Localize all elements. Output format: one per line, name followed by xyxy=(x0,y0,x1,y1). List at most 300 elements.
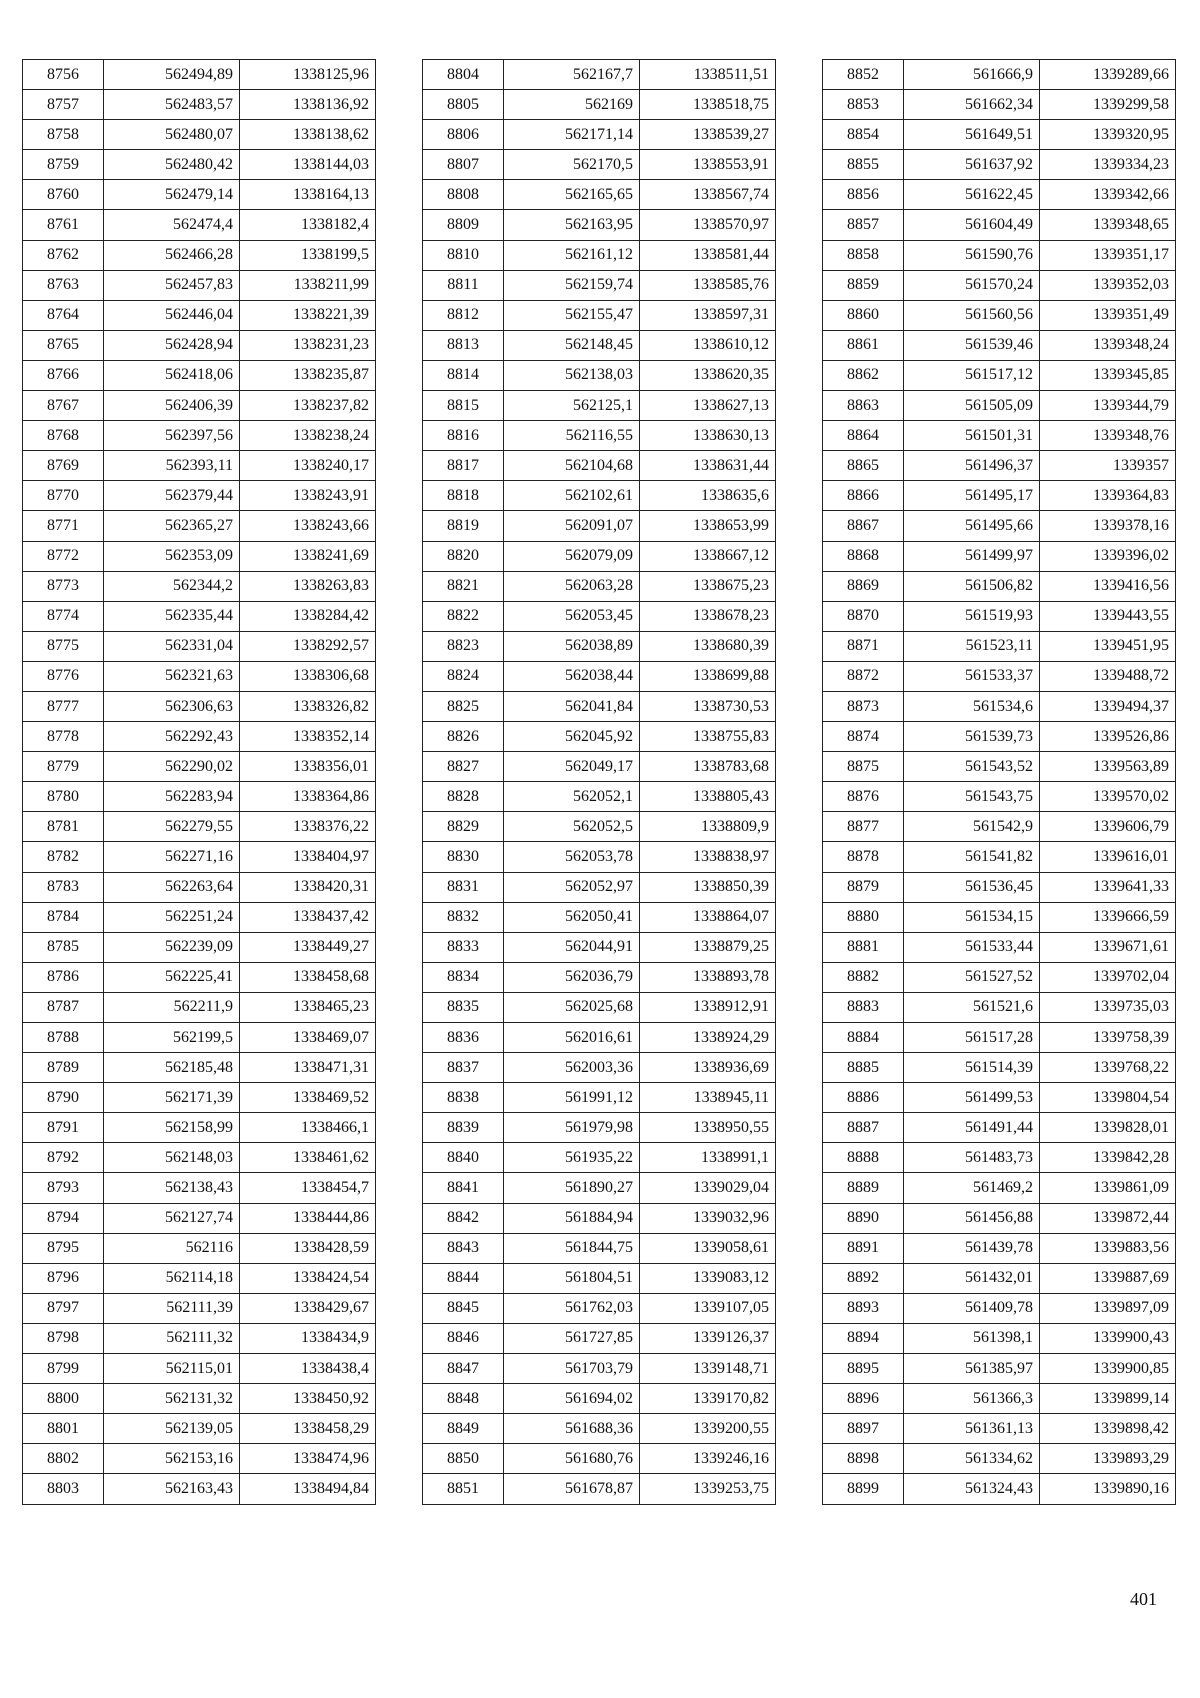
y-coordinate-cell: 1339606,79 xyxy=(1040,812,1176,842)
point-number-cell: 8871 xyxy=(823,631,904,661)
x-coordinate-cell: 562406,39 xyxy=(104,391,240,421)
point-number-cell: 8869 xyxy=(823,571,904,601)
x-coordinate-cell: 562063,28 xyxy=(504,571,640,601)
y-coordinate-cell: 1339702,04 xyxy=(1040,962,1176,992)
table-row xyxy=(423,210,776,240)
point-number-cell: 8881 xyxy=(823,932,904,962)
x-coordinate-cell: 562148,45 xyxy=(504,330,640,360)
point-number-cell: 8899 xyxy=(823,1474,904,1504)
table-row xyxy=(23,601,376,631)
x-coordinate-cell: 562125,1 xyxy=(504,391,640,421)
table-row xyxy=(423,1023,776,1053)
point-number-cell: 8827 xyxy=(423,752,504,782)
y-coordinate-cell: 1339900,43 xyxy=(1040,1323,1176,1353)
point-number-cell: 8762 xyxy=(23,240,104,270)
x-coordinate-cell: 561890,27 xyxy=(504,1173,640,1203)
table-row xyxy=(423,90,776,120)
table-row xyxy=(823,812,1176,842)
x-coordinate-cell: 562335,44 xyxy=(104,601,240,631)
y-coordinate-cell: 1339897,09 xyxy=(1040,1293,1176,1323)
y-coordinate-cell: 1338428,59 xyxy=(240,1233,376,1263)
x-coordinate-cell: 561688,36 xyxy=(504,1414,640,1444)
x-coordinate-cell: 562091,07 xyxy=(504,511,640,541)
x-coordinate-cell: 562271,16 xyxy=(104,842,240,872)
table-row xyxy=(423,240,776,270)
x-coordinate-cell: 561519,93 xyxy=(904,601,1040,631)
point-number-cell: 8785 xyxy=(23,932,104,962)
y-coordinate-cell: 1339029,04 xyxy=(640,1173,776,1203)
x-coordinate-cell: 561385,97 xyxy=(904,1354,1040,1384)
point-number-cell: 8830 xyxy=(423,842,504,872)
table-row xyxy=(823,210,1176,240)
table-row xyxy=(23,1053,376,1083)
point-number-cell: 8828 xyxy=(423,782,504,812)
table-row xyxy=(823,391,1176,421)
table-row xyxy=(423,511,776,541)
table-row xyxy=(23,90,376,120)
coordinates-table-1 xyxy=(22,59,376,1505)
y-coordinate-cell: 1338850,39 xyxy=(640,872,776,902)
point-number-cell: 8885 xyxy=(823,1053,904,1083)
table-row xyxy=(23,1203,376,1233)
y-coordinate-cell: 1338420,31 xyxy=(240,872,376,902)
table-row xyxy=(823,511,1176,541)
x-coordinate-cell: 562131,32 xyxy=(104,1384,240,1414)
y-coordinate-cell: 1338221,39 xyxy=(240,300,376,330)
table-row xyxy=(423,1354,776,1384)
x-coordinate-cell: 561727,85 xyxy=(504,1323,640,1353)
point-number-cell: 8866 xyxy=(823,481,904,511)
table-row xyxy=(23,691,376,721)
table-row xyxy=(23,902,376,932)
point-number-cell: 8854 xyxy=(823,120,904,150)
table-row xyxy=(23,210,376,240)
y-coordinate-cell: 1338474,96 xyxy=(240,1444,376,1474)
table-row xyxy=(823,932,1176,962)
table-row xyxy=(423,1323,776,1353)
y-coordinate-cell: 1338458,29 xyxy=(240,1414,376,1444)
table-row xyxy=(823,722,1176,752)
table-row xyxy=(823,1113,1176,1143)
table-row xyxy=(23,1113,376,1143)
table-row xyxy=(423,120,776,150)
x-coordinate-cell: 562036,79 xyxy=(504,962,640,992)
table-row xyxy=(423,1173,776,1203)
x-coordinate-cell: 562457,83 xyxy=(104,270,240,300)
y-coordinate-cell: 1338243,91 xyxy=(240,481,376,511)
point-number-cell: 8840 xyxy=(423,1143,504,1173)
y-coordinate-cell: 1339671,61 xyxy=(1040,932,1176,962)
x-coordinate-cell: 562116,55 xyxy=(504,421,640,451)
table-row xyxy=(423,1293,776,1323)
table-row xyxy=(823,1384,1176,1414)
table-row xyxy=(423,1474,776,1504)
point-number-cell: 8811 xyxy=(423,270,504,300)
table-row xyxy=(423,451,776,481)
x-coordinate-cell: 561496,37 xyxy=(904,451,1040,481)
table-row xyxy=(823,872,1176,902)
y-coordinate-cell: 1339148,71 xyxy=(640,1354,776,1384)
point-number-cell: 8792 xyxy=(23,1143,104,1173)
table-row xyxy=(23,722,376,752)
table-row xyxy=(23,992,376,1022)
y-coordinate-cell: 1338326,82 xyxy=(240,691,376,721)
table-row xyxy=(823,240,1176,270)
y-coordinate-cell: 1338237,82 xyxy=(240,391,376,421)
point-number-cell: 8892 xyxy=(823,1263,904,1293)
point-number-cell: 8849 xyxy=(423,1414,504,1444)
y-coordinate-cell: 1338653,99 xyxy=(640,511,776,541)
point-number-cell: 8877 xyxy=(823,812,904,842)
point-number-cell: 8851 xyxy=(423,1474,504,1504)
x-coordinate-cell: 561543,75 xyxy=(904,782,1040,812)
x-coordinate-cell: 562053,45 xyxy=(504,601,640,631)
y-coordinate-cell: 1339641,33 xyxy=(1040,872,1176,902)
table-row xyxy=(423,752,776,782)
y-coordinate-cell: 1338429,67 xyxy=(240,1293,376,1323)
x-coordinate-cell: 562025,68 xyxy=(504,992,640,1022)
table-row xyxy=(423,60,776,90)
x-coordinate-cell: 562052,5 xyxy=(504,812,640,842)
point-number-cell: 8859 xyxy=(823,270,904,300)
y-coordinate-cell: 1338627,13 xyxy=(640,391,776,421)
x-coordinate-cell: 562167,7 xyxy=(504,60,640,90)
y-coordinate-cell: 1339872,44 xyxy=(1040,1203,1176,1233)
point-number-cell: 8774 xyxy=(23,601,104,631)
y-coordinate-cell: 1339246,16 xyxy=(640,1444,776,1474)
table-row xyxy=(823,962,1176,992)
table-row xyxy=(823,1414,1176,1444)
y-coordinate-cell: 1339200,55 xyxy=(640,1414,776,1444)
y-coordinate-cell: 1339526,86 xyxy=(1040,722,1176,752)
x-coordinate-cell: 561533,37 xyxy=(904,661,1040,691)
y-coordinate-cell: 1338465,23 xyxy=(240,992,376,1022)
x-coordinate-cell: 562158,99 xyxy=(104,1113,240,1143)
table-row xyxy=(423,300,776,330)
y-coordinate-cell: 1338805,43 xyxy=(640,782,776,812)
point-number-cell: 8895 xyxy=(823,1354,904,1384)
point-number-cell: 8837 xyxy=(423,1053,504,1083)
point-number-cell: 8884 xyxy=(823,1023,904,1053)
point-number-cell: 8765 xyxy=(23,330,104,360)
point-number-cell: 8888 xyxy=(823,1143,904,1173)
point-number-cell: 8778 xyxy=(23,722,104,752)
y-coordinate-cell: 1338730,53 xyxy=(640,691,776,721)
point-number-cell: 8836 xyxy=(423,1023,504,1053)
y-coordinate-cell: 1338164,13 xyxy=(240,180,376,210)
y-coordinate-cell: 1338292,57 xyxy=(240,631,376,661)
table-row xyxy=(23,1143,376,1173)
x-coordinate-cell: 562161,12 xyxy=(504,240,640,270)
table-row xyxy=(23,180,376,210)
x-coordinate-cell: 562111,32 xyxy=(104,1323,240,1353)
table-row xyxy=(823,631,1176,661)
table-row xyxy=(423,631,776,661)
point-number-cell: 8775 xyxy=(23,631,104,661)
table-row xyxy=(423,1414,776,1444)
table-row xyxy=(23,1293,376,1323)
table-row xyxy=(823,691,1176,721)
point-number-cell: 8816 xyxy=(423,421,504,451)
point-number-cell: 8864 xyxy=(823,421,904,451)
y-coordinate-cell: 1338783,68 xyxy=(640,752,776,782)
y-coordinate-cell: 1338471,31 xyxy=(240,1053,376,1083)
x-coordinate-cell: 561521,6 xyxy=(904,992,1040,1022)
x-coordinate-cell: 562053,78 xyxy=(504,842,640,872)
point-number-cell: 8764 xyxy=(23,300,104,330)
point-number-cell: 8809 xyxy=(423,210,504,240)
table-row xyxy=(23,481,376,511)
y-coordinate-cell: 1338438,4 xyxy=(240,1354,376,1384)
table-row xyxy=(423,421,776,451)
y-coordinate-cell: 1339289,66 xyxy=(1040,60,1176,90)
table-row xyxy=(23,1414,376,1444)
point-number-cell: 8773 xyxy=(23,571,104,601)
table-row xyxy=(423,391,776,421)
y-coordinate-cell: 1339451,95 xyxy=(1040,631,1176,661)
y-coordinate-cell: 1338238,24 xyxy=(240,421,376,451)
y-coordinate-cell: 1339899,14 xyxy=(1040,1384,1176,1414)
x-coordinate-cell: 561541,82 xyxy=(904,842,1040,872)
y-coordinate-cell: 1338494,84 xyxy=(240,1474,376,1504)
point-number-cell: 8823 xyxy=(423,631,504,661)
table-row xyxy=(823,330,1176,360)
y-coordinate-cell: 1339083,12 xyxy=(640,1263,776,1293)
table-row xyxy=(823,120,1176,150)
x-coordinate-cell: 561534,15 xyxy=(904,902,1040,932)
y-coordinate-cell: 1339768,22 xyxy=(1040,1053,1176,1083)
table-row xyxy=(23,752,376,782)
point-number-cell: 8800 xyxy=(23,1384,104,1414)
y-coordinate-cell: 1338610,12 xyxy=(640,330,776,360)
table-row xyxy=(23,240,376,270)
y-coordinate-cell: 1339893,29 xyxy=(1040,1444,1176,1474)
point-number-cell: 8868 xyxy=(823,541,904,571)
point-number-cell: 8806 xyxy=(423,120,504,150)
point-number-cell: 8893 xyxy=(823,1293,904,1323)
x-coordinate-cell: 562138,43 xyxy=(104,1173,240,1203)
point-number-cell: 8757 xyxy=(23,90,104,120)
y-coordinate-cell: 1338454,7 xyxy=(240,1173,376,1203)
x-coordinate-cell: 562263,64 xyxy=(104,872,240,902)
x-coordinate-cell: 562139,05 xyxy=(104,1414,240,1444)
y-coordinate-cell: 1339107,05 xyxy=(640,1293,776,1323)
x-coordinate-cell: 561935,22 xyxy=(504,1143,640,1173)
y-coordinate-cell: 1338466,1 xyxy=(240,1113,376,1143)
point-number-cell: 8845 xyxy=(423,1293,504,1323)
point-number-cell: 8808 xyxy=(423,180,504,210)
x-coordinate-cell: 562480,07 xyxy=(104,120,240,150)
y-coordinate-cell: 1339758,39 xyxy=(1040,1023,1176,1053)
y-coordinate-cell: 1339299,58 xyxy=(1040,90,1176,120)
point-number-cell: 8889 xyxy=(823,1173,904,1203)
point-number-cell: 8812 xyxy=(423,300,504,330)
y-coordinate-cell: 1338879,25 xyxy=(640,932,776,962)
point-number-cell: 8783 xyxy=(23,872,104,902)
y-coordinate-cell: 1338144,03 xyxy=(240,150,376,180)
y-coordinate-cell: 1339253,75 xyxy=(640,1474,776,1504)
table-row xyxy=(23,842,376,872)
y-coordinate-cell: 1338539,27 xyxy=(640,120,776,150)
y-coordinate-cell: 1339861,09 xyxy=(1040,1173,1176,1203)
y-coordinate-cell: 1339170,82 xyxy=(640,1384,776,1414)
y-coordinate-cell: 1338450,92 xyxy=(240,1384,376,1414)
x-coordinate-cell: 561499,97 xyxy=(904,541,1040,571)
table-row xyxy=(823,1444,1176,1474)
x-coordinate-cell: 561884,94 xyxy=(504,1203,640,1233)
point-number-cell: 8878 xyxy=(823,842,904,872)
table-row xyxy=(23,391,376,421)
x-coordinate-cell: 561324,43 xyxy=(904,1474,1040,1504)
y-coordinate-cell: 1339320,95 xyxy=(1040,120,1176,150)
y-coordinate-cell: 1339357 xyxy=(1040,451,1176,481)
y-coordinate-cell: 1339058,61 xyxy=(640,1233,776,1263)
x-coordinate-cell: 562292,43 xyxy=(104,722,240,752)
coordinates-table-3 xyxy=(822,59,1176,1505)
point-number-cell: 8781 xyxy=(23,812,104,842)
y-coordinate-cell: 1339494,37 xyxy=(1040,691,1176,721)
x-coordinate-cell: 561491,44 xyxy=(904,1113,1040,1143)
point-number-cell: 8795 xyxy=(23,1233,104,1263)
y-coordinate-cell: 1339351,49 xyxy=(1040,300,1176,330)
x-coordinate-cell: 562127,74 xyxy=(104,1203,240,1233)
y-coordinate-cell: 1339364,83 xyxy=(1040,481,1176,511)
table-row xyxy=(823,1263,1176,1293)
point-number-cell: 8772 xyxy=(23,541,104,571)
table-row xyxy=(823,571,1176,601)
point-number-cell: 8766 xyxy=(23,360,104,390)
point-number-cell: 8798 xyxy=(23,1323,104,1353)
point-number-cell: 8810 xyxy=(423,240,504,270)
table-row xyxy=(23,360,376,390)
y-coordinate-cell: 1338838,97 xyxy=(640,842,776,872)
y-coordinate-cell: 1338352,14 xyxy=(240,722,376,752)
table-row xyxy=(823,842,1176,872)
y-coordinate-cell: 1338667,12 xyxy=(640,541,776,571)
point-number-cell: 8821 xyxy=(423,571,504,601)
y-coordinate-cell: 1338567,74 xyxy=(640,180,776,210)
table-row xyxy=(23,1384,376,1414)
y-coordinate-cell: 1338570,97 xyxy=(640,210,776,240)
point-number-cell: 8852 xyxy=(823,60,904,90)
x-coordinate-cell: 562283,94 xyxy=(104,782,240,812)
table-row xyxy=(423,932,776,962)
table-row xyxy=(823,1474,1176,1504)
point-number-cell: 8875 xyxy=(823,752,904,782)
y-coordinate-cell: 1338675,23 xyxy=(640,571,776,601)
x-coordinate-cell: 562050,41 xyxy=(504,902,640,932)
y-coordinate-cell: 1339348,24 xyxy=(1040,330,1176,360)
table-row xyxy=(23,962,376,992)
y-coordinate-cell: 1339898,42 xyxy=(1040,1414,1176,1444)
y-coordinate-cell: 1338284,42 xyxy=(240,601,376,631)
y-coordinate-cell: 1339900,85 xyxy=(1040,1354,1176,1384)
point-number-cell: 8824 xyxy=(423,661,504,691)
point-number-cell: 8771 xyxy=(23,511,104,541)
x-coordinate-cell: 562148,03 xyxy=(104,1143,240,1173)
point-number-cell: 8857 xyxy=(823,210,904,240)
y-coordinate-cell: 1338434,9 xyxy=(240,1323,376,1353)
point-number-cell: 8894 xyxy=(823,1323,904,1353)
point-number-cell: 8870 xyxy=(823,601,904,631)
x-coordinate-cell: 561804,51 xyxy=(504,1263,640,1293)
x-coordinate-cell: 561649,51 xyxy=(904,120,1040,150)
x-coordinate-cell: 561398,1 xyxy=(904,1323,1040,1353)
table-row xyxy=(423,150,776,180)
point-number-cell: 8820 xyxy=(423,541,504,571)
table-row xyxy=(823,1023,1176,1053)
table-row xyxy=(423,1083,776,1113)
point-number-cell: 8760 xyxy=(23,180,104,210)
y-coordinate-cell: 1338620,35 xyxy=(640,360,776,390)
point-number-cell: 8848 xyxy=(423,1384,504,1414)
table-row xyxy=(423,722,776,752)
point-number-cell: 8887 xyxy=(823,1113,904,1143)
point-number-cell: 8890 xyxy=(823,1203,904,1233)
x-coordinate-cell: 562159,74 xyxy=(504,270,640,300)
point-number-cell: 8855 xyxy=(823,150,904,180)
point-number-cell: 8873 xyxy=(823,691,904,721)
x-coordinate-cell: 561762,03 xyxy=(504,1293,640,1323)
point-number-cell: 8847 xyxy=(423,1354,504,1384)
y-coordinate-cell: 1338211,99 xyxy=(240,270,376,300)
table-row xyxy=(823,1143,1176,1173)
y-coordinate-cell: 1339666,59 xyxy=(1040,902,1176,932)
point-number-cell: 8850 xyxy=(423,1444,504,1474)
point-number-cell: 8769 xyxy=(23,451,104,481)
y-coordinate-cell: 1338912,91 xyxy=(640,992,776,1022)
x-coordinate-cell: 562279,55 xyxy=(104,812,240,842)
y-coordinate-cell: 1338945,11 xyxy=(640,1083,776,1113)
table-row xyxy=(23,812,376,842)
y-coordinate-cell: 1339416,56 xyxy=(1040,571,1176,601)
x-coordinate-cell: 561637,92 xyxy=(904,150,1040,180)
point-number-cell: 8865 xyxy=(823,451,904,481)
table-row xyxy=(23,120,376,150)
y-coordinate-cell: 1338125,96 xyxy=(240,60,376,90)
y-coordinate-cell: 1339570,02 xyxy=(1040,782,1176,812)
y-coordinate-cell: 1338924,29 xyxy=(640,1023,776,1053)
x-coordinate-cell: 561570,24 xyxy=(904,270,1040,300)
table-row xyxy=(23,571,376,601)
y-coordinate-cell: 1339032,96 xyxy=(640,1203,776,1233)
point-number-cell: 8787 xyxy=(23,992,104,1022)
point-number-cell: 8834 xyxy=(423,962,504,992)
point-number-cell: 8780 xyxy=(23,782,104,812)
point-number-cell: 8770 xyxy=(23,481,104,511)
table-row xyxy=(423,360,776,390)
table-row xyxy=(423,601,776,631)
table-row xyxy=(23,300,376,330)
x-coordinate-cell: 561495,17 xyxy=(904,481,1040,511)
table-row xyxy=(423,180,776,210)
y-coordinate-cell: 1338306,68 xyxy=(240,661,376,691)
x-coordinate-cell: 561366,3 xyxy=(904,1384,1040,1414)
y-coordinate-cell: 1338630,13 xyxy=(640,421,776,451)
x-coordinate-cell: 561534,6 xyxy=(904,691,1040,721)
point-number-cell: 8882 xyxy=(823,962,904,992)
point-number-cell: 8896 xyxy=(823,1384,904,1414)
x-coordinate-cell: 561361,13 xyxy=(904,1414,1040,1444)
table-row xyxy=(823,360,1176,390)
x-coordinate-cell: 562239,09 xyxy=(104,932,240,962)
point-number-cell: 8815 xyxy=(423,391,504,421)
point-number-cell: 8825 xyxy=(423,691,504,721)
point-number-cell: 8791 xyxy=(23,1113,104,1143)
y-coordinate-cell: 1339334,23 xyxy=(1040,150,1176,180)
x-coordinate-cell: 561456,88 xyxy=(904,1203,1040,1233)
y-coordinate-cell: 1339842,28 xyxy=(1040,1143,1176,1173)
